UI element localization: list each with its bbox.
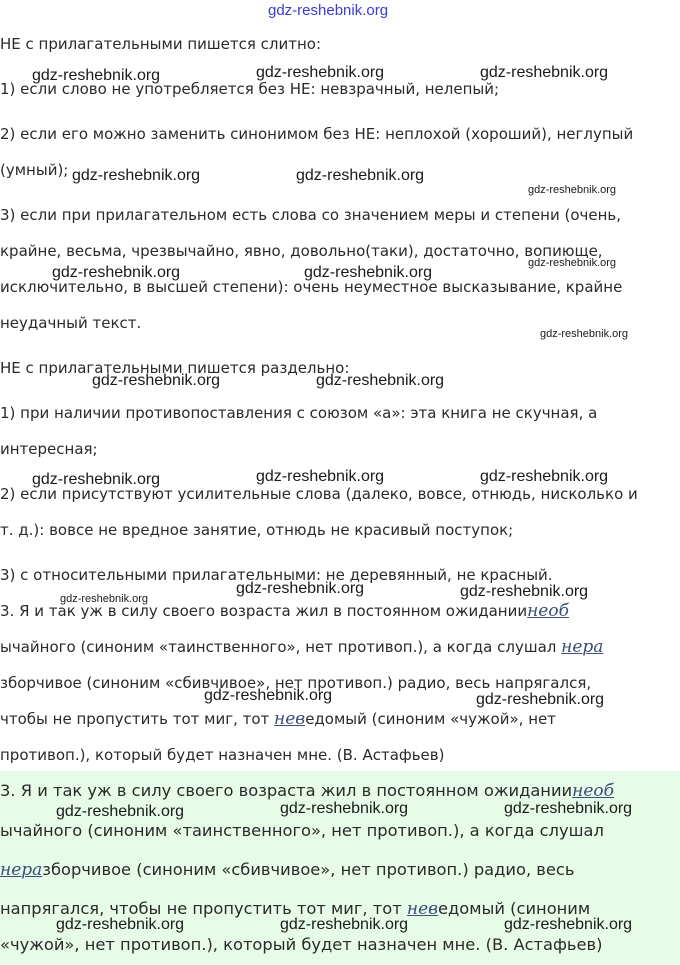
rule-together-3b: крайне, весьма, чрезвычайно, явно, довольно(таки), достаточно, вопиюще, xyxy=(0,242,603,260)
rule-together-3c: исключительно, в высшей степени): очень неуместное высказывание, крайне xyxy=(0,278,623,296)
watermark: gdz-reshebnik.org xyxy=(256,468,385,485)
watermark: gdz-reshebnik.org xyxy=(268,2,389,19)
rule-separate-2a: 2) если присутствуют усилительные слова (далеко, вовсе, отнюдь, нисколько и xyxy=(0,485,638,503)
answer-text: 3. Я и так уж в силу своего возраста жил в постоянном ожидании xyxy=(0,602,528,620)
rule-separate-3: 3) с относительными прилагательными: не деревянный, не красный. xyxy=(0,566,553,584)
watermark: gdz-reshebnik.org xyxy=(56,916,185,933)
watermark: gdz-reshebnik.org xyxy=(52,264,181,281)
watermark: gdz-reshebnik.org xyxy=(32,471,161,488)
watermark: gdz-reshebnik.org xyxy=(256,64,385,81)
handwritten-insert: нев xyxy=(274,709,306,729)
watermark: gdz-reshebnik.org xyxy=(32,67,161,84)
handwritten-insert: необ xyxy=(572,781,614,801)
answer-box-line-1 xyxy=(0,782,614,800)
answer-line-5: противоп.), который будет назначен мне. (В. Астафьев) xyxy=(0,746,445,764)
handwritten-insert: нера xyxy=(561,637,604,657)
answer-text: зборчивое (синоним «сбивчивое», нет противоп.) радио, весь xyxy=(42,860,575,879)
rule-together-3a: 3) если при прилагательном есть слова со значением меры и степени (очень, xyxy=(0,206,622,224)
watermark: gdz-reshebnik.org xyxy=(304,264,433,281)
answer-text: ычайного (синоним «таинственного», нет противоп.), а когда слушал xyxy=(0,638,562,656)
answer-box-line-3 xyxy=(0,861,574,879)
watermark: gdz-reshebnik.org xyxy=(56,803,185,820)
answer-text: 3. Я и так уж в силу своего возраста жил в постоянном ожидании xyxy=(0,781,573,800)
rule-separate-2b: т. д.): вовсе не вредное занятие, отнюдь не красивый поступок; xyxy=(0,521,514,539)
watermark: gdz-reshebnik.org xyxy=(72,167,201,184)
rule-together-3d: неудачный текст. xyxy=(0,314,142,332)
answer-line-2 xyxy=(0,638,603,656)
answer-line-4 xyxy=(0,710,556,728)
handwritten-insert: нев xyxy=(406,899,439,919)
watermark: gdz-reshebnik.org xyxy=(92,372,221,389)
answer-text: чтобы не пропустить тот миг, тот xyxy=(0,710,275,728)
answer-text: напрягался, чтобы не пропустить тот миг, тот xyxy=(0,899,407,918)
watermark: gdz-reshebnik.org xyxy=(280,916,409,933)
answer-box-line-5: «чужой», нет противоп.), который будет назначен мне. (В. Астафьев) xyxy=(0,935,603,954)
answer-text: едомый (синоним «чужой», нет xyxy=(305,710,556,728)
answer-box-line-2: ычайного (синоним «таинственного», нет противоп.), а когда слушал xyxy=(0,821,604,840)
rule-separate-1b: интересная; xyxy=(0,440,98,458)
watermark: gdz-reshebnik.org xyxy=(480,468,609,485)
watermark: gdz-reshebnik.org xyxy=(480,64,609,81)
handwritten-insert: нера xyxy=(0,860,43,880)
rule-together-title: НЕ с прилагательными пишется слитно: xyxy=(0,35,321,53)
watermark: gdz-reshebnik.org xyxy=(60,593,149,605)
watermark: gdz-reshebnik.org xyxy=(280,800,409,817)
watermark: gdz-reshebnik.org xyxy=(460,583,589,600)
watermark: gdz-reshebnik.org xyxy=(540,328,629,340)
watermark: gdz-reshebnik.org xyxy=(504,800,633,817)
answer-text: едомый (синоним xyxy=(438,899,591,918)
rule-separate-title: НЕ с прилагательными пишется раздельно: xyxy=(0,359,350,377)
watermark: gdz-reshebnik.org xyxy=(296,167,425,184)
answer-line-3: зборчивое (синоним «сбивчивое», нет противоп.) радио, весь напрягался, xyxy=(0,674,592,692)
handwritten-insert: необ xyxy=(527,601,569,621)
watermark: gdz-reshebnik.org xyxy=(528,184,617,196)
rule-together-1: 1) если слово не употребляется без НЕ: невзрачный, нелепый; xyxy=(0,80,500,98)
watermark: gdz-reshebnik.org xyxy=(316,372,445,389)
rule-together-2b: (умный); xyxy=(0,161,69,179)
watermark: gdz-reshebnik.org xyxy=(528,257,617,269)
rule-together-2a: 2) если его можно заменить синонимом без НЕ: неплохой (хороший), неглупый xyxy=(0,125,634,143)
watermark: gdz-reshebnik.org xyxy=(204,687,333,704)
watermark: gdz-reshebnik.org xyxy=(476,691,605,708)
watermark: gdz-reshebnik.org xyxy=(236,580,365,597)
watermark: gdz-reshebnik.org xyxy=(504,916,633,933)
rule-separate-1a: 1) при наличии противопоставления с союзом «а»: эта книга не скучная, а xyxy=(0,404,598,422)
